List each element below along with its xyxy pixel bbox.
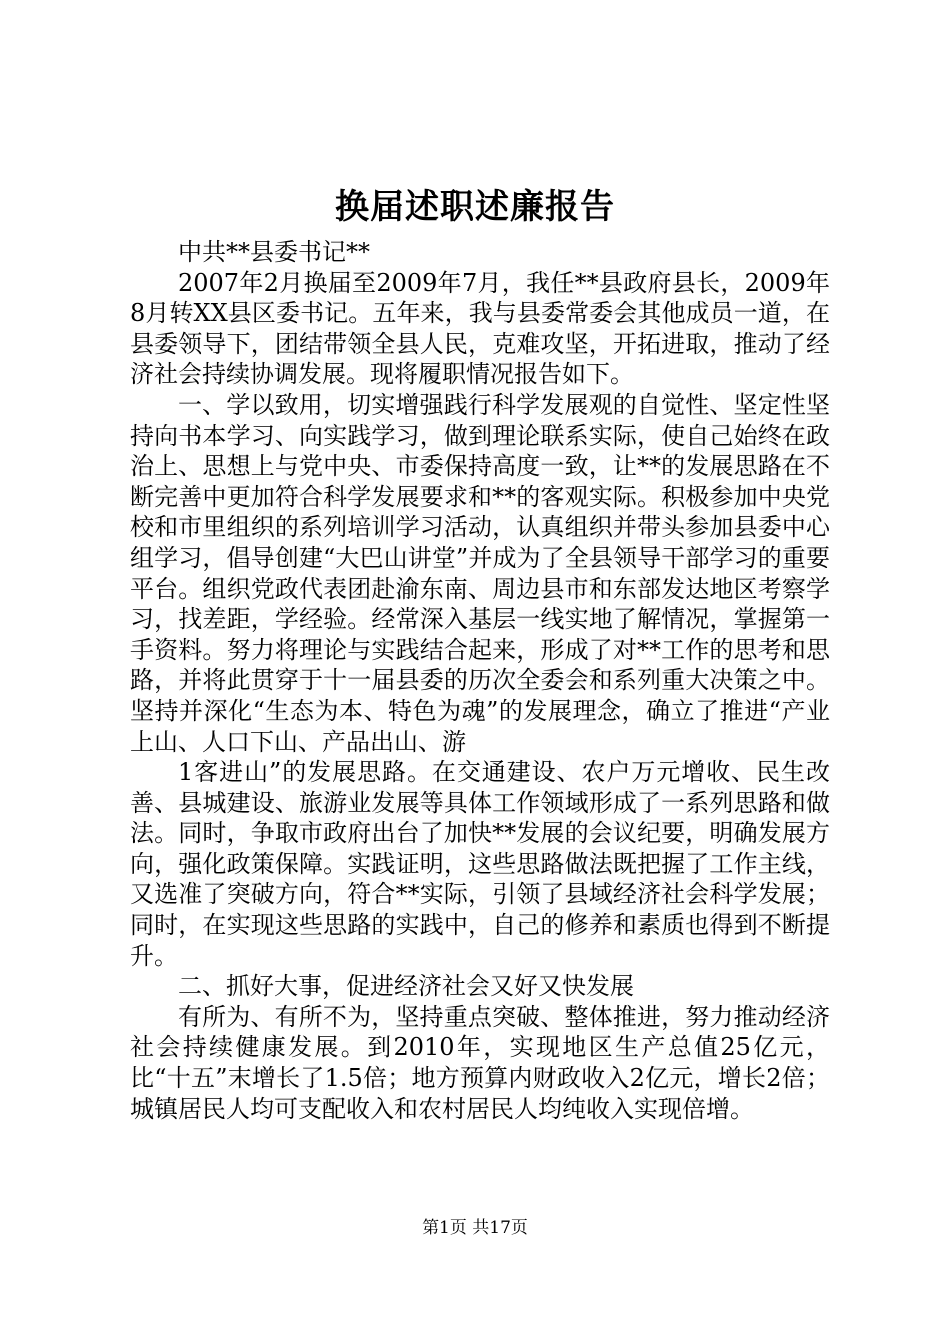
- section-two-heading: 二、抓好大事，促进经济社会又好又快发展: [178, 972, 634, 1001]
- author-line: 中共**县委书记**: [178, 238, 370, 266]
- document-title: 换届述职述廉报告: [335, 187, 615, 227]
- intro-paragraph: 2007年2月换届至2009年7月，我任**县政府县长，2009年8月转XX县区委书记。五年来，我与县委常委会其他成员一道，在县委领导下，团结带领全县人民，克难攻坚，开拓进取，推动了经济社会持续协调发展。现将履职情况报告如下。: [130, 268, 830, 389]
- section-one-continuation: 1客进山”的发展思路。在交通建设、农户万元增收、民生改善、县城建设、旅游业发展等具体工作领域形成了一系列思路和做法。同时，争取市政府出台了加快**发展的会议纪要，明确发展方向，强化政策保障。实践证明，这些思路做法既把握了工作主线，又选准了突破方向，符合**实际，引领了县域经济社会科学发展；同时，在实现这些思路的实践中，自己的修养和素质也得到不断提升。: [130, 758, 830, 970]
- section-one-paragraph: 一、学以致用，切实增强践行科学发展观的自觉性、坚定性坚持向书本学习、向实践学习，做到理论联系实际，使自己始终在政治上、思想上与党中央、市委保持高度一致，让**的发展思路在不断完善中更加符合科学发展要求和**的客观实际。积极参加中央党校和市里组织的系列培训学习活动，认真组织并带头参加县委中心组学习，倡导创建“大巴山讲堂”并成为了全县领导干部学习的重要平台。组织党政代表团赴渝东南、周边县市和东部发达地区考察学习，找差距，学经验。经常深入基层一线实地了解情况，掌握第一手资料。努力将理论与实践结合起来，形成了对**工作的思考和思路，并将此贯穿于十一届县委的历次全委会和系列重大决策之中。坚持并深化“生态为本、特色为魂”的发展理念，确立了推进“产业上山、人口下山、产品出山、游: [130, 390, 830, 756]
- page-number-footer: 第1页 共17页: [422, 1218, 528, 1238]
- section-two-paragraph: 有所为、有所不为，坚持重点突破、整体推进，努力推动经济社会持续健康发展。到2010年，实现地区生产总值25亿元，比“十五”末增长了1.5倍；地方预算内财政收入2亿元，增长2倍；城镇居民人均可支配收入和农村居民人均纯收入实现倍增。: [130, 1002, 830, 1123]
- document-body: [130, 237, 830, 1124]
